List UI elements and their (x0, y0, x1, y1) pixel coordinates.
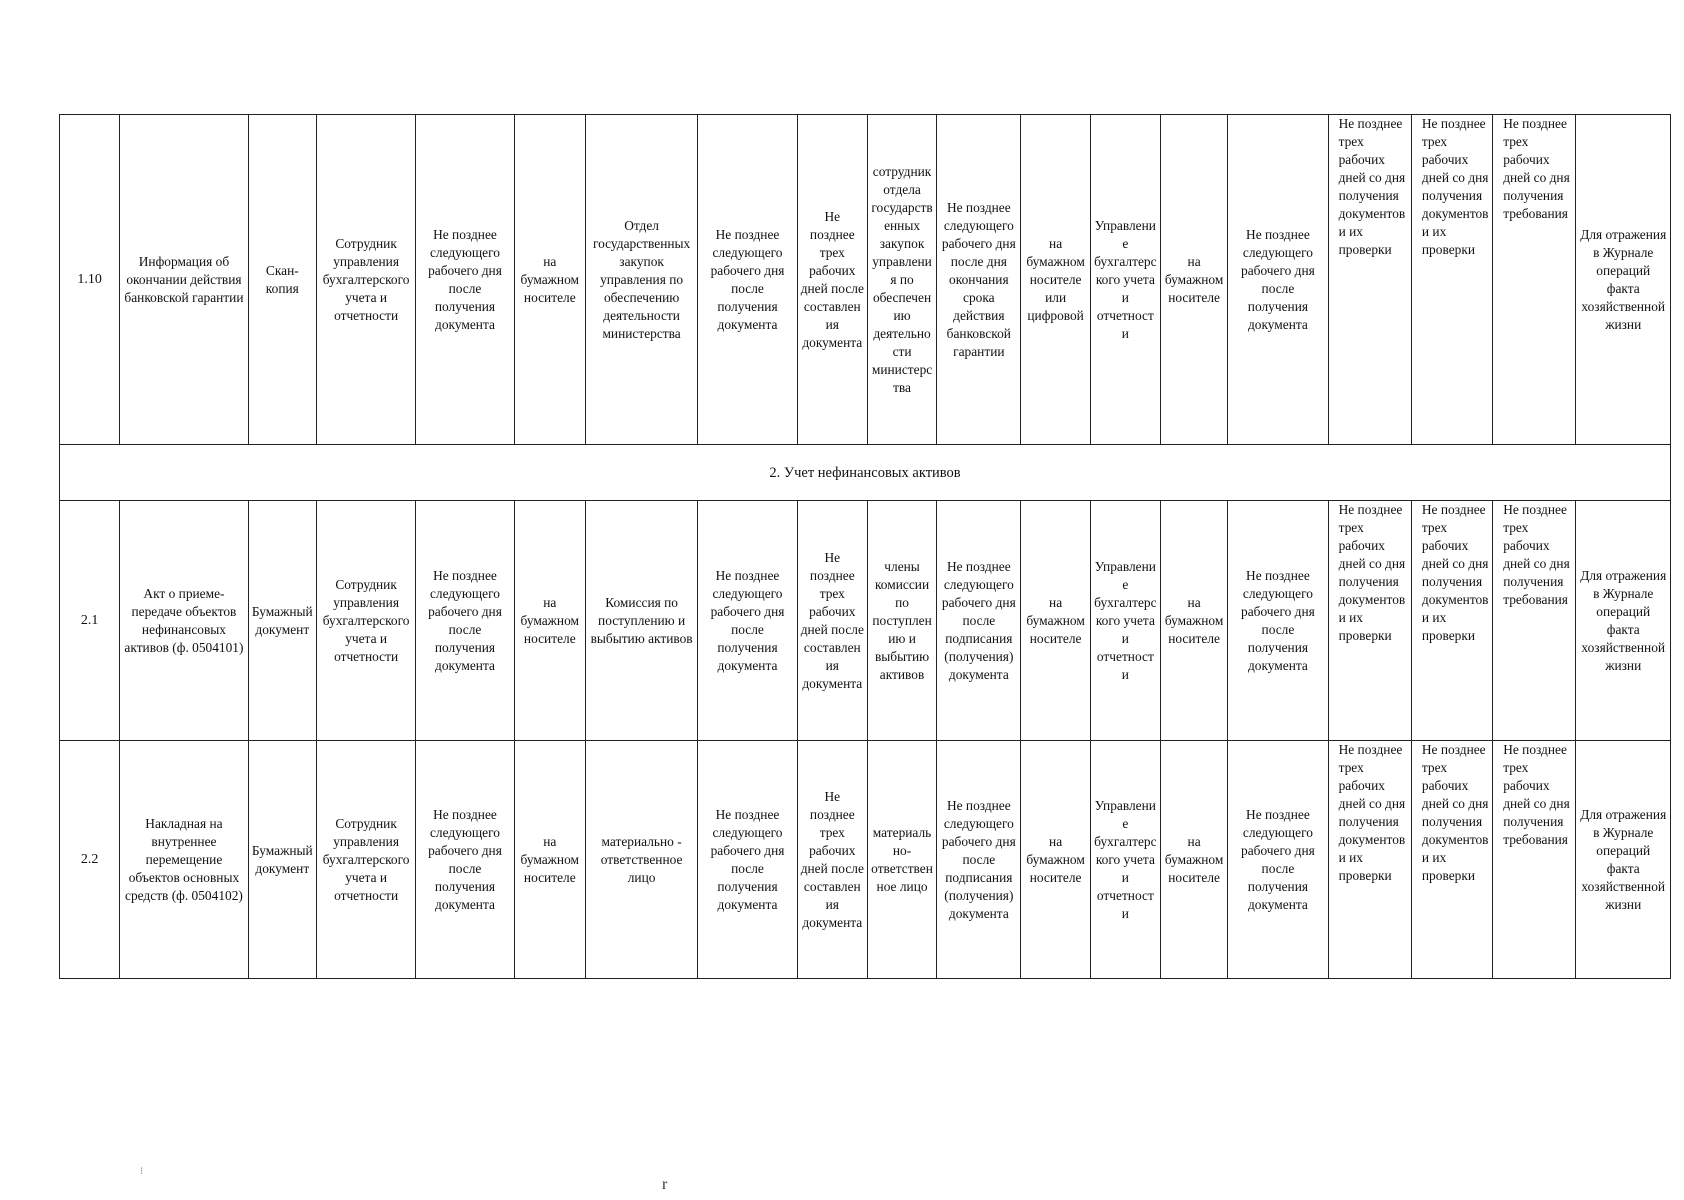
purpose: Для отражения в Журнале операций факта хозяйственной жизни (1576, 501, 1671, 741)
receiver-carrier: на бумажном носителе (1160, 501, 1227, 741)
creator: Сотрудник управления бухгалтерского учета и отчетности (316, 501, 415, 741)
sign-deadline: Не позднее следующего рабочего дня после получения документа (698, 115, 797, 445)
creation-deadline: Не позднее следующего рабочего дня после получения документа (416, 501, 514, 741)
reflect-deadline: Не позднее трех рабочих дней со дня получения требования (1493, 741, 1576, 979)
accounting-document-flow-table (59, 114, 1671, 979)
purpose: Для отражения в Журнале операций факта хозяйственной жизни (1576, 115, 1671, 445)
receiver-deadline: Не позднее следующего рабочего дня после получения документа (1228, 501, 1328, 741)
accept-deadline: Не позднее трех рабочих дней со дня получения документов и их проверки (1411, 501, 1492, 741)
receiver: Управление бухгалтерского учета и отчетности (1090, 501, 1160, 741)
approver-deadline: Не позднее следующего рабочего дня после подписания (получения) документа (937, 501, 1021, 741)
creator: Сотрудник управления бухгалтерского учета и отчетности (316, 741, 415, 979)
approver-deadline: Не позднее следующего рабочего дня после дня окончания срока действия банковской гарантии (937, 115, 1021, 445)
receiver-deadline: Не позднее следующего рабочего дня после получения документа (1228, 115, 1328, 445)
receiver-carrier: на бумажном носителе (1160, 115, 1227, 445)
check-deadline: Не позднее трех рабочих дней со дня получения документов и их проверки (1328, 115, 1411, 445)
creation-deadline: Не позднее следующего рабочего дня после получения документа (416, 115, 514, 445)
document-form: Бумажный документ (248, 741, 316, 979)
sign-deadline: Не позднее следующего рабочего дня после получения документа (698, 741, 797, 979)
approver-carrier: на бумажном носителе или цифровой (1021, 115, 1090, 445)
approver: материально-ответственное лицо (867, 741, 936, 979)
receiver-deadline: Не позднее следующего рабочего дня после получения документа (1228, 741, 1328, 979)
approval-deadline: Не позднее трех рабочих дней после составления документа (797, 741, 867, 979)
purpose: Для отражения в Журнале операций факта хозяйственной жизни (1576, 741, 1671, 979)
document-name: Информация об окончании действия банковской гарантии (120, 115, 248, 445)
row-number: 2.2 (60, 741, 120, 979)
sign-deadline: Не позднее следующего рабочего дня после получения документа (698, 501, 797, 741)
approver-carrier: на бумажном носителе (1021, 741, 1090, 979)
scan-artifact-mark: ⁝ (140, 1166, 144, 1177)
check-deadline: Не позднее трех рабочих дней со дня получения документов и их проверки (1328, 501, 1411, 741)
creation-deadline: Не позднее следующего рабочего дня после получения документа (416, 741, 514, 979)
signer: Комиссия по поступлению и выбытию активов (585, 501, 697, 741)
signer: материально - ответственное лицо (585, 741, 697, 979)
reflect-deadline: Не позднее трех рабочих дней со дня получения требования (1493, 501, 1576, 741)
check-deadline: Не позднее трех рабочих дней со дня получения документов и их проверки (1328, 741, 1411, 979)
approver: члены комиссии по поступлению и выбытию активов (867, 501, 936, 741)
scan-artifact-mark: r (662, 1176, 668, 1193)
document-name: Акт о приеме-передаче объектов нефинансовых активов (ф. 0504101) (120, 501, 248, 741)
table-row (60, 741, 1671, 979)
carrier: на бумажном носителе (514, 501, 585, 741)
creator: Сотрудник управления бухгалтерского учета и отчетности (316, 115, 415, 445)
table-row (60, 501, 1671, 741)
approval-deadline: Не позднее трех рабочих дней после составления документа (797, 501, 867, 741)
document-form: Скан-копия (248, 115, 316, 445)
receiver: Управление бухгалтерского учета и отчетности (1090, 115, 1160, 445)
table-row (60, 115, 1671, 445)
row-number: 1.10 (60, 115, 120, 445)
approver-carrier: на бумажном носителе (1021, 501, 1090, 741)
carrier: на бумажном носителе (514, 741, 585, 979)
document-name: Накладная на внутреннее перемещение объектов основных средств (ф. 0504102) (120, 741, 248, 979)
receiver-carrier: на бумажном носителе (1160, 741, 1227, 979)
approval-deadline: Не позднее трех рабочих дней после составления документа (797, 115, 867, 445)
section-row (60, 445, 1671, 501)
accept-deadline: Не позднее трех рабочих дней со дня получения документов и их проверки (1411, 115, 1492, 445)
receiver: Управление бухгалтерского учета и отчетности (1090, 741, 1160, 979)
accept-deadline: Не позднее трех рабочих дней со дня получения документов и их проверки (1411, 741, 1492, 979)
reflect-deadline: Не позднее трех рабочих дней со дня получения требования (1493, 115, 1576, 445)
carrier: на бумажном носителе (514, 115, 585, 445)
approver-deadline: Не позднее следующего рабочего дня после подписания (получения) документа (937, 741, 1021, 979)
document-form: Бумажный документ (248, 501, 316, 741)
row-number: 2.1 (60, 501, 120, 741)
signer: Отдел государственных закупок управления по обеспечению деятельности министерства (585, 115, 697, 445)
section-title: 2. Учет нефинансовых активов (60, 445, 1671, 501)
approver: сотрудник отдела государственных закупок управления по обеспечению деятельности министерства (867, 115, 936, 445)
